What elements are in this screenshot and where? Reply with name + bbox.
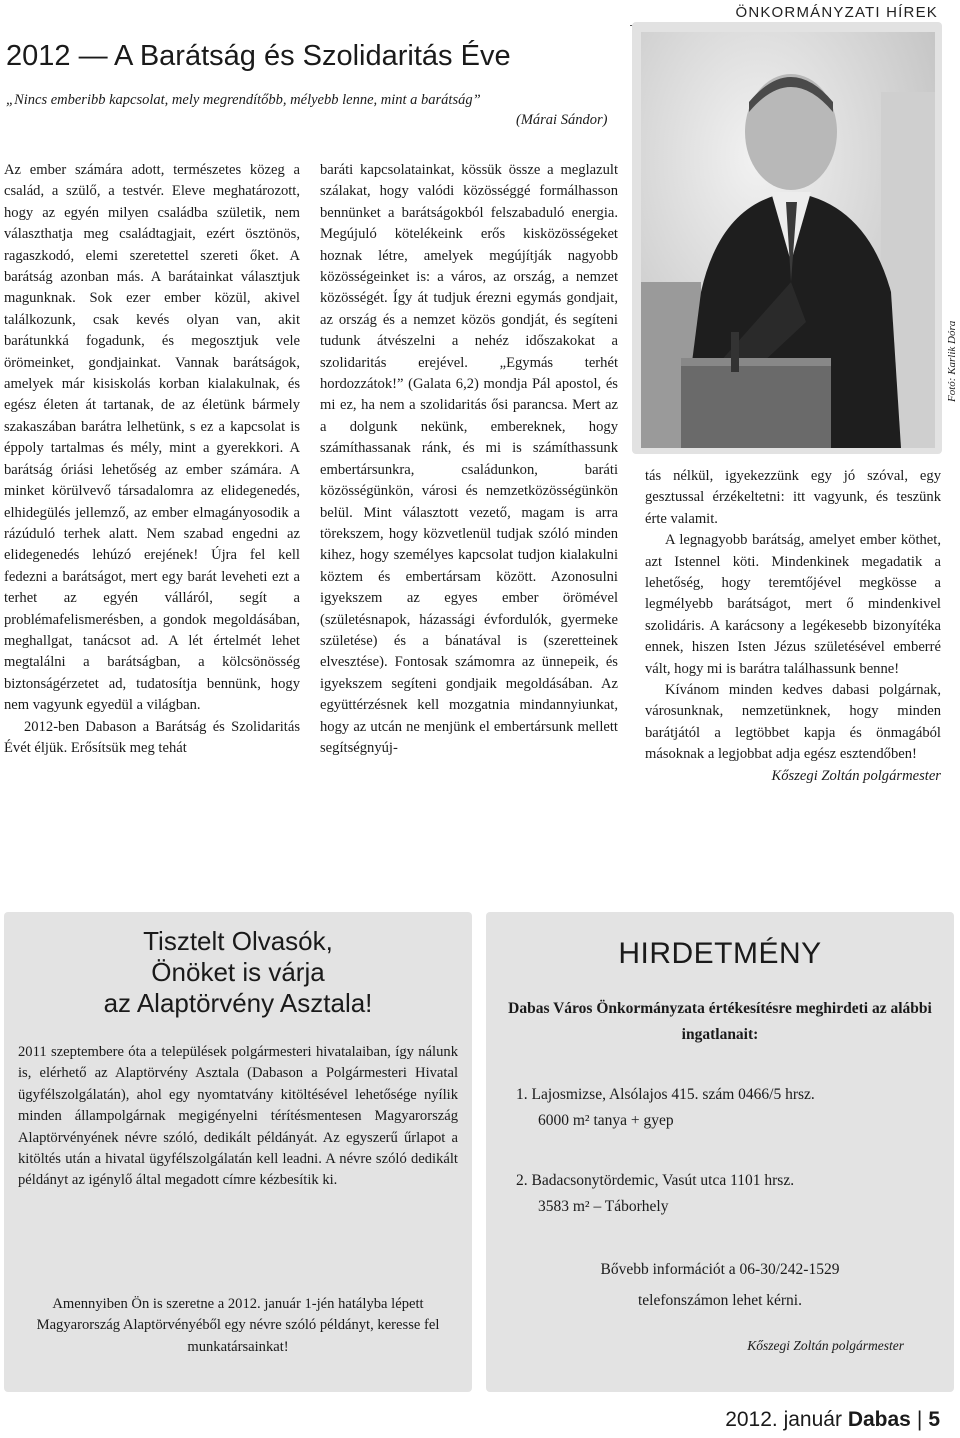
footer-publication: Dabas xyxy=(847,1408,911,1431)
article-column-3 xyxy=(645,466,941,787)
box-body xyxy=(18,1042,458,1192)
box-title: HIRDETMÉNY xyxy=(618,937,822,970)
paragraph: baráti kapcsolatainkat, kössük össze a meglazult szálakat, hogy valódi közösséggé formálhasson bennünket a barátságokból felszabaduló energia. Megújuló kötelékeink erős kisközösségeket hoznak létre, amelyek megújítják nagyobb közösségeinket is: a város, az ország, a nemzet közösségét. Így át tudjuk érezni egymás gondjait, az ország és a nemzet közös gondját, és segíteni tudunk átvészelni a nehéz időszakokat a szolidaritás erejével. „Egymás terhét hordozzátok!” (Galata 6,2) mondja Pál apostol, és mi ez, ha nem a szolidaritás ősi parancsa. Mert az a dolgunk nekünk, embereknek, hogy számíthassanak ránk, és mi is számíthassunk embertársunkra, családunkon, baráti közösségünkön, városi és nemzetközösségünkön belül. Mint választott vezető, magam is arra törekszem, hogy közvetlenül tudjak szóló minden kihez, hogy személyes kapcsolat tudjon kialakulni köztem és embertársam között. Azonosulni igyekszem az egyes ember örömével (születésnapok, házassági évfordulók, gyermeke születése) és a bánatával is (szeretteinek elvesztése). Fontosak számomra az ünnepeik, és igyekszem segíteni gondjaik megoldásában. Az együttérzésnek kell mozgatnia mindannyiunkat, hogy az utcán ne menjünk el embertársunk mellett segítségnyúj- xyxy=(320,162,618,756)
box-title-line: Önöket is várja xyxy=(151,957,325,987)
box-subtitle: Dabas Város Önkormányzata értékesítésre meghirdeti az alábbi ingatlanait: xyxy=(508,1000,932,1043)
property-location: 1. Lajosmizse, Alsólajos 415. szám 0466/5 hrsz. xyxy=(516,1086,815,1103)
paragraph: 2012-ben Dabason a Barátság és Szolidaritás Évét éljük. Erősítsük meg tehát xyxy=(4,718,300,756)
alaptorveny-box xyxy=(4,912,472,1392)
article-title: 2012 — A Barátság és Szolidaritás Éve xyxy=(6,40,511,72)
paragraph: A legnagyobb barátság, amelyet ember köthet, azt Istennel köti. Mindenkinek megadatik a lehetőség, hogy teremtőjével megkösse a legmélyebb barátságot, mert ő mindenkivel szolidáris. A karácsony a legékesebb bizonyítéka ennek, hiszen Isten Jézus születésével emberré vált, hogy mi is barátra találhassunk benne! xyxy=(645,532,941,677)
box-closing: Amennyiben Ön is szeretne a 2012. január 1-jén hatályba lépett Magyarország Alaptörvényéből egy névre szóló példányt, keresse fel munkatársainkat! xyxy=(36,1296,440,1355)
paragraph: Az ember számára adott, természetes közeg a család, a szülő, a testvér. Eleve meghatározott, hogy az egyén milyen családba születik, nem választhatja meg családtagjait, ezért ösztönös, ragaszkodó, elemi szeretettel szereti őket. A barátság azonban más. A barátainkat választjuk magunknak. Sok ezer ember közül, akivel találkozunk, csak kevés olyan van, akit barátunkká fogadunk, és megosztjuk vele örömeinket, gondjainkat. Vannak barátságok, amelyek már kisiskolás korban kialakulnak, és egész életen át tartanak, de az életünk bármely szakaszában barátra lelhetünk, s ez a kapcsolat is éppoly tartalmas és mély, mint a gyerekkori. A barátság óriási lehetőség az ember számára. A minket körülvevő társadalomra az elidegenedés, elhidegülés jellemző, az ember elmagányosodik a rázúduló terhek alatt. Nem szabad engedni az elidegenedés lehúzó erejének! Újra fel kell fedezni a barátságot, mert egy barát leveheti ezt a terhet az egyén válláról, segít a problémafelismerésben, a gondok megoldásában, meghallgat, tanácsot ad. A lét értelmét lehet megtalálni a barátságban, a kölcsönösség biztonságérzetet ad, tudatosítja bennünk, hogy nem vagyunk egyedül a világban. xyxy=(4,162,300,714)
paragraph: Kívánom minden kedves dabasi polgárnak, városunknak, nemzetünknek, hogy minden barátjától a legtöbbet kapja és önmagából másoknak a legjobbat adja egész esztendőben! xyxy=(645,682,941,763)
box-title-line: az Alaptörvény Asztala! xyxy=(103,988,373,1018)
quote-author: (Márai Sándor) xyxy=(516,112,608,128)
photo-credit: Fotó: Karlik Dóra xyxy=(946,320,958,402)
page-footer xyxy=(725,1408,940,1432)
property-details: 6000 m² tanya + gyep xyxy=(538,1112,674,1129)
property-location: 2. Badacsonytördemic, Vasút utca 1101 hrsz. xyxy=(516,1172,795,1189)
property-item xyxy=(516,1082,815,1134)
contact-line: Bővebb információt a 06-30/242-1529 xyxy=(600,1261,840,1278)
footer-separator: | xyxy=(916,1408,923,1431)
footer-date: 2012. január xyxy=(725,1408,842,1431)
article-signature: Kőszegi Zoltán polgármester xyxy=(771,767,941,784)
paragraph: 2011 szeptembere óta a települések polgármesteri hivatalaiban, így nálunk is, elérhető az Alaptörvény Asztala (Dabason a Polgármesteri Hivatal ügyfélszolgálatán), ahol egy nyomtatvány kitöltésével lehetősége nyílik minden állampolgárnak megigényelni térítésmentesen Magyarország Alaptörvényének névre szóló, dedikált példányát. Az egyszerű űrlapot a kitöltés után a hivatal ügyfélszolgálatán kell leadni. A névre szóló dedikált példányt az igénylő által megadott címre kézbesítik ki. xyxy=(18,1044,458,1189)
contact-line: telefonszámon lehet kérni. xyxy=(638,1292,802,1309)
article-quote: „Nincs emberibb kapcsolat, mely megrendítőbb, mélyebb lenne, mint a barátság” xyxy=(6,92,481,108)
paragraph: tás nélkül, igyekezzünk egy jó szóval, egy gesztussal érzékeltetni: itt vagyunk, és teszünk érte valamit. xyxy=(645,468,941,527)
mayor-photo-illustration xyxy=(641,32,935,448)
box-signature: Kőszegi Zoltán polgármester xyxy=(747,1338,904,1353)
page-number: 5 xyxy=(928,1408,940,1431)
section-label: ÖNKORMÁNYZATI HÍREK xyxy=(735,4,938,21)
property-item xyxy=(516,1168,794,1220)
box-title xyxy=(4,926,472,1019)
article-column-1 xyxy=(4,160,300,759)
box-title-line: Tisztelt Olvasók, xyxy=(143,926,333,956)
mayor-photo xyxy=(641,32,935,448)
property-details: 3583 m² – Táborhely xyxy=(538,1198,669,1215)
contact-info xyxy=(506,1254,934,1316)
article-column-2 xyxy=(320,160,618,759)
hirdetmeny-box xyxy=(486,912,954,1392)
